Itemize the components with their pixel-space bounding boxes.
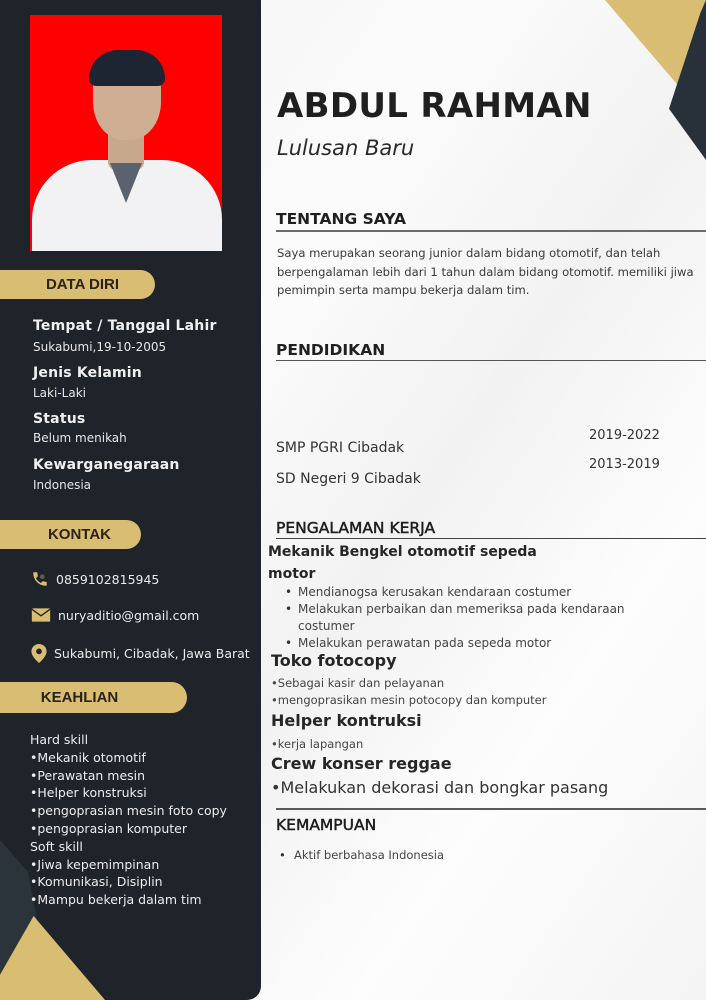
skill-item: •Komunikasi, Disiplin	[30, 874, 163, 890]
skills-list	[30, 731, 227, 909]
section-divider	[276, 360, 706, 361]
skills-heading-soft: Soft skill	[30, 838, 83, 854]
skill-item: •pengoprasian komputer	[30, 820, 187, 836]
skill-item: •Helper konstruksi	[30, 785, 147, 801]
contact-phone[interactable]	[31, 570, 159, 588]
section-divider	[276, 808, 706, 810]
contact-email-value: nuryaditio@gmail.com	[58, 607, 200, 623]
field-label-status: Status	[33, 411, 86, 427]
field-label-gender: Jenis Kelamin	[33, 365, 142, 381]
location-pin-icon	[31, 644, 47, 663]
profile-photo	[30, 15, 222, 251]
section-pill-keahlian	[0, 682, 187, 713]
skills-heading-hard: Hard skill	[30, 732, 89, 747]
education-years: 2013-2019	[589, 457, 660, 472]
skill-item: •Perawatan mesin	[30, 767, 146, 783]
section-title-pengalaman-kerja: PENGALAMAN KERJA	[276, 519, 436, 537]
job-detail: •mengoprasikan mesin potocopy dan komputer	[271, 693, 547, 707]
job-title: Helper kontruksi	[271, 711, 422, 730]
field-value-birth: Sukabumi,19-10-2005	[33, 340, 167, 354]
mail-icon	[31, 607, 51, 623]
abilities-list	[279, 847, 444, 864]
job-bullet-list	[285, 584, 645, 652]
field-label-citizenship: Kewarganegaraan	[33, 457, 180, 473]
about-text: Saya merupakan seorang junior dalam bidang otomotif, dan telah berpengalaman lebih dari 1 tahun dalam bidang otomotif. memiliki jiwa pemimpin serta mampu bekerja dalam tim.	[277, 246, 694, 297]
skill-item: •Mampu bekerja dalam tim	[30, 892, 202, 908]
section-title-pendidikan: PENDIDIKAN	[276, 341, 386, 359]
skill-item: •pengoprasian mesin foto copy	[30, 803, 227, 819]
education-school: SD Negeri 9 Cibadak	[276, 471, 421, 487]
phone-icon	[31, 570, 49, 588]
contact-email[interactable]	[31, 607, 199, 623]
job-detail: •Sebagai kasir dan pelayanan	[271, 676, 445, 690]
field-value-citizenship: Indonesia	[33, 478, 92, 492]
section-title: DATA DIRI	[45, 276, 120, 293]
education-school: SMP PGRI Cibadak	[276, 440, 405, 456]
candidate-name: ABDUL RAHMAN	[277, 86, 592, 126]
section-divider	[276, 538, 706, 539]
ability-item: • Aktif berbahasa Indonesia	[279, 847, 444, 864]
job-title: Mekanik Bengkel otomotif sepeda	[268, 544, 537, 560]
job-detail: •kerja lapangan	[271, 737, 364, 751]
sidebar	[0, 0, 261, 1000]
field-label-birth: Tempat / Tanggal Lahir	[33, 318, 217, 334]
job-bullet: • Melakukan perbaikan dan memeriksa pada kendaraan costumer	[285, 601, 645, 635]
education-years: 2019-2022	[589, 428, 660, 443]
section-divider	[276, 230, 706, 232]
field-value-gender: Laki-Laki	[33, 386, 86, 400]
skill-item: •Jiwa kepemimpinan	[30, 856, 160, 872]
contact-phone-value: 0859102815945	[56, 571, 160, 587]
contact-address-value: Sukabumi, Cibadak, Jawa Barat	[54, 646, 250, 661]
job-title: Crew konser reggae	[271, 754, 452, 773]
job-bullet: • Melakukan perawatan pada sepeda motor	[285, 635, 645, 652]
section-pill-data-diri	[0, 270, 155, 299]
job-title-continued: motor	[268, 566, 316, 582]
candidate-subtitle: Lulusan Baru	[277, 136, 415, 160]
contact-address	[31, 644, 250, 663]
section-title: KEAHLIAN	[40, 689, 119, 706]
field-value-status: Belum menikah	[33, 431, 127, 445]
job-title: Toko fotocopy	[271, 651, 397, 670]
section-title-kemampuan: KEMAMPUAN	[276, 816, 377, 834]
section-title: KONTAK	[47, 526, 112, 543]
job-detail: •Melakukan dekorasi dan bongkar pasang	[271, 778, 609, 797]
skill-item: •Mekanik otomotif	[30, 749, 146, 765]
section-pill-kontak	[0, 520, 141, 549]
section-title-tentang-saya: TENTANG SAYA	[276, 210, 407, 228]
job-bullet: • Mendianogsa kerusakan kendaraan costumer	[285, 584, 645, 601]
